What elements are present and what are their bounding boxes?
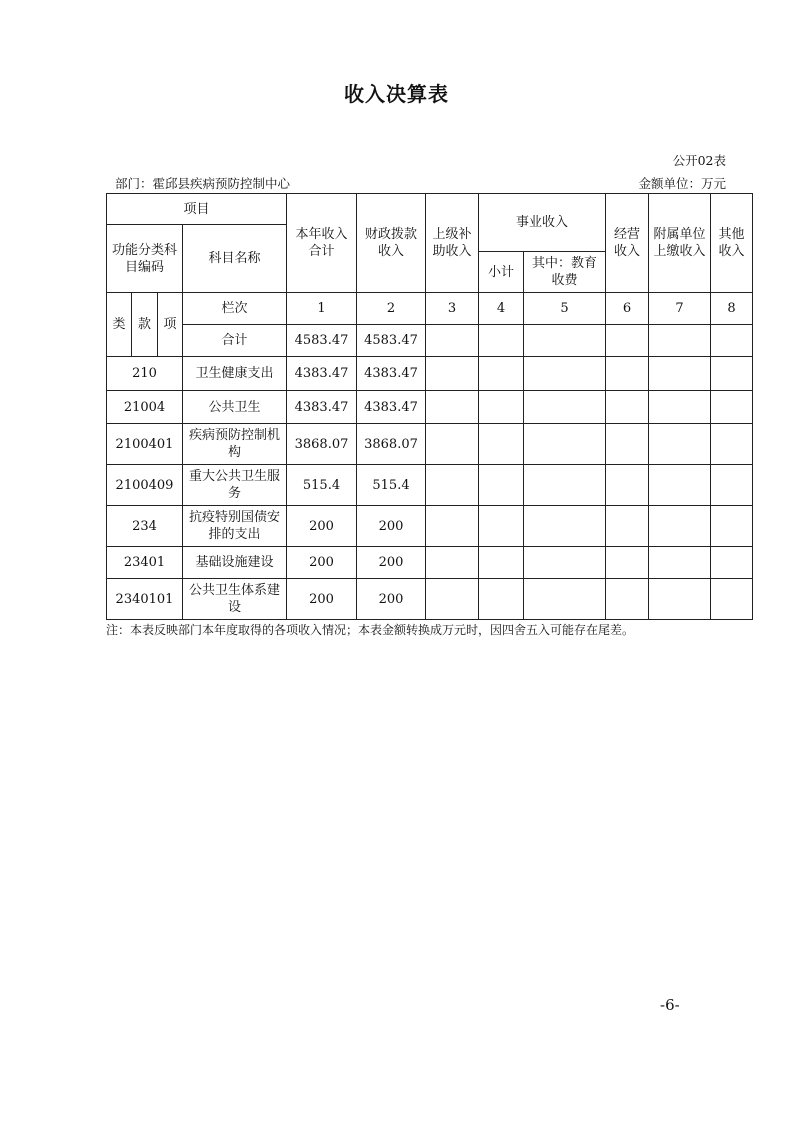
table-row (107, 424, 753, 465)
row-fiscal: 3868.07 (357, 424, 426, 465)
row-name: 抗疫特别国债安排的支出 (183, 506, 287, 547)
row-code: 2100409 (107, 465, 183, 506)
header-subtotal: 小计 (479, 252, 524, 293)
header-project: 项目 (107, 194, 287, 225)
row-total: 3868.07 (287, 424, 357, 465)
header-affiliated-income: 附属单位上缴收入 (649, 194, 711, 293)
department-label: 部门：霍邱县疾病预防控制中心 (115, 176, 291, 191)
row-total: 4383.47 (287, 391, 357, 424)
row-name: 重大公共卫生服务 (183, 465, 287, 506)
total-label: 合计 (183, 325, 287, 357)
page-title: 收入决算表 (344, 82, 449, 106)
row-name: 公共卫生 (183, 391, 287, 424)
row-code: 234 (107, 506, 183, 547)
header-fiscal-income: 财政拨款收入 (357, 194, 426, 293)
table-row (107, 465, 753, 506)
col-num: 6 (606, 293, 649, 325)
table-note: 注：本表反映部门本年度取得的各项收入情况；本表金额转换成万元时，因四舍五入可能存在尾差。 (106, 623, 635, 637)
row-total: 200 (287, 547, 357, 579)
row-code: 2100401 (107, 424, 183, 465)
row-total: 4383.47 (287, 357, 357, 391)
col-num: 4 (479, 293, 524, 325)
row-name: 基础设施建设 (183, 547, 287, 579)
amount-unit-label: 金额单位：万元 (638, 176, 726, 191)
row-total: 200 (287, 579, 357, 620)
table-row (107, 391, 753, 424)
header-row-1 (107, 194, 753, 225)
row-code: 2340101 (107, 579, 183, 620)
table-row (107, 506, 753, 547)
row-code: 23401 (107, 547, 183, 579)
column-number-row (107, 293, 753, 325)
row-code: 210 (107, 357, 183, 391)
row-name: 卫生健康支出 (183, 357, 287, 391)
header-xiang: 项 (158, 293, 183, 357)
header-subject-name: 科目名称 (183, 225, 287, 293)
col-num: 7 (649, 293, 711, 325)
row-total: 515.4 (287, 465, 357, 506)
page-number: -6- (660, 996, 680, 1014)
total-fiscal-value: 4583.47 (357, 325, 426, 357)
row-total: 200 (287, 506, 357, 547)
col-num: 1 (287, 293, 357, 325)
form-number: 公开02表 (672, 153, 726, 168)
header-lei: 类 (107, 293, 132, 357)
row-fiscal: 4383.47 (357, 391, 426, 424)
header-business-income: 事业收入 (479, 194, 606, 252)
row-code: 21004 (107, 391, 183, 424)
col-num: 3 (426, 293, 479, 325)
row-fiscal: 515.4 (357, 465, 426, 506)
row-name: 公共卫生体系建设 (183, 579, 287, 620)
row-fiscal: 200 (357, 547, 426, 579)
header-kuan: 款 (132, 293, 158, 357)
row-fiscal: 4383.47 (357, 357, 426, 391)
col-num: 5 (524, 293, 606, 325)
header-column-no: 栏次 (183, 293, 287, 325)
header-other-income: 其他收入 (711, 194, 753, 293)
col-num: 2 (357, 293, 426, 325)
income-table (106, 193, 753, 620)
total-income-value: 4583.47 (287, 325, 357, 357)
row-name: 疾病预防控制机构 (183, 424, 287, 465)
header-edu-fee: 其中：教育收费 (524, 252, 606, 293)
header-superior-subsidy: 上级补助收入 (426, 194, 479, 293)
header-operating-income: 经营收入 (606, 194, 649, 293)
row-fiscal: 200 (357, 506, 426, 547)
total-row (107, 325, 753, 357)
table-row (107, 357, 753, 391)
table-row (107, 547, 753, 579)
header-func-code: 功能分类科目编码 (107, 225, 183, 293)
table-row (107, 579, 753, 620)
header-total-income: 本年收入合计 (287, 194, 357, 293)
col-num: 8 (711, 293, 753, 325)
row-fiscal: 200 (357, 579, 426, 620)
